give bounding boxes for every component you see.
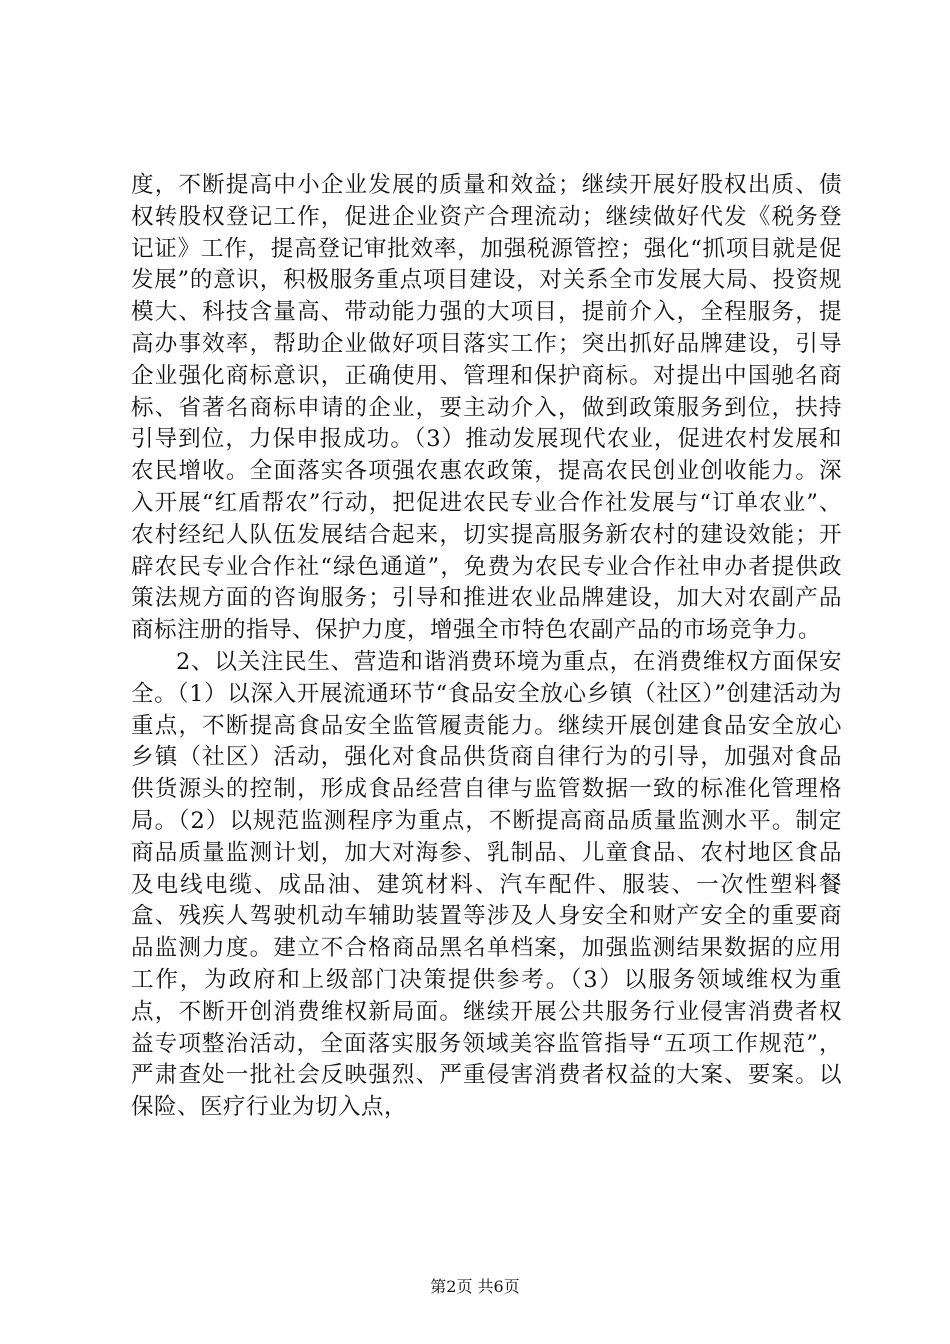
page-footer: 第2页 共6页: [430, 1277, 520, 1296]
paragraph-consumer-rights: 2、以关注民生、营造和谐消费环境为重点，在消费维权方面保安全。（1）以深入开展流通环节“食品安全放心乡镇（社区）”创建活动为重点，不断提高食品安全监管履责能力。继续开展创建食品安全放心乡镇（社区）活动，强化对食品供货商自律行为的引导，加强对食品供货源头的控制，形成食品经营自律与监管数据一致的标准化管理格局。（2）以规范监测程序为重点，不断提高商品质量监测水平。制定商品质量监测计划，加大对海参、乳制品、儿童食品、农村地区食品及电线电缆、成品油、建筑材料、汽车配件、服装、一次性塑料餐盒、残疾人驾驶机动车辅助装置等涉及人身安全和财产安全的重要商品监测力度。建立不合格商品黑名单档案，加强监测结果数据的应用工作，为政府和上级部门决策提供参考。（3）以服务领域维权为重点，不断开创消费维权新局面。继续开展公共服务行业侵害消费者权益专项整治活动，全面落实服务领域美容监管指导“五项工作规范”，严肃查处一批社会反映强烈、严重侵害消费者权益的大案、要案。以保险、医疗行业为切入点，: [131, 648, 842, 1121]
document-body: [131, 170, 842, 1124]
paragraph-continuation: 度，不断提高中小企业发展的质量和效益；继续开展好股权出质、债权转股权登记工作，促进企业资产合理流动；继续做好代发《税务登记证》工作，提高登记审批效率，加强税源管控；强化“抓项目就是促发展”的意识，积极服务重点项目建设，对关系全市发展大局、投资规模大、科技含量高、带动能力强的大项目，提前介入，全程服务，提高办事效率，帮助企业做好项目落实工作；突出抓好品牌建设，引导企业强化商标意识，正确使用、管理和保护商标。对提出中国驰名商标、省著名商标申请的企业，要主动介入，做到政策服务到位，扶持引导到位，力保申报成功。（3）推动发展现代农业，促进农村发展和农民增收。全面落实各项强农惠农政策，提高农民创业创收能力。深入开展“红盾帮农”行动，把促进农民专业合作社发展与“订单农业”、农村经纪人队伍发展结合起来，切实提高服务新农村的建设效能；开辟农民专业合作社“绿色通道”，免费为农民专业合作社申办者提供政策法规方面的咨询服务；引导和推进农业品牌建设，加大对农副产品商标注册的指导、保护力度，增强全市特色农副产品的市场竞争力。: [131, 172, 842, 644]
